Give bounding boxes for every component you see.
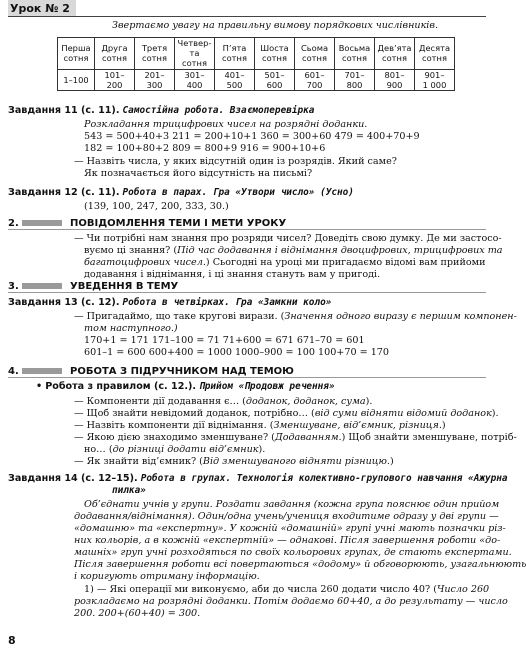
section-number: 3. [8,281,19,292]
rule-line: — Назвіть компоненти дії віднімання. (Зменшуване, від’ємник, різниця.) [74,420,446,431]
task-title-cont: пилка» [112,485,146,496]
task-13 [8,297,331,308]
equation-line: 182 = 100+80+2 809 = 800+9 916 = 900+10+6 [84,143,326,154]
equation-line: 601–1 = 600 600+400 = 1000 1000–900 = 100 100+70 = 170 [84,347,390,358]
rule-line: — Як знайти від’ємник? (Від зменшуваного відняти різницю.) [74,456,394,467]
instruction-line: Об’єднати учнів у групи. Роздати завдання (кожна група пояснює один прийом [84,499,500,510]
task-label: Завдання 13 (с. 12). [8,297,120,308]
section-number: 2. [8,218,19,229]
body-line: багатоцифрових чисел.) Сьогодні на уроці ми пригадаємо відомі вам прийоми [84,257,486,268]
table-header-row [58,38,455,70]
section-divider [8,292,486,293]
table-cell: 701–800 [335,69,375,90]
task-label: Завдання 11 (с. 11). [8,105,120,116]
rule-bullet [36,381,335,392]
question-line: 200. 200+(60+40) = 300. [74,608,201,619]
rule-line: но… (до різниці додати від’ємник). [84,444,266,455]
task-title: Робота в четвірках. Гра «Замкни коло» [122,297,332,308]
instruction-line: додавання/віднімання). Один/одна учень/учениця входитиме одразу у дві групи — [74,511,499,522]
section-title: УВЕДЕННЯ В ТЕМУ [70,281,179,292]
task-title: Самостійна робота. Взаємоперевірка [122,105,315,116]
table-cell: 101–200 [95,69,135,90]
instruction-line: Після завершення роботи всі повертаються «додому» й обговорюють, узагальнюють [74,559,526,570]
table-cell: 901– 1 000 [415,69,455,90]
table-header-cell: Друга сотня [95,38,135,70]
table-cell: 201–300 [135,69,175,90]
table-header-cell: Десята сотня [415,38,455,70]
body-line: — Чи потрібні нам знання про розряди чисел? Доведіть свою думку. Де ми застосо- [74,233,502,244]
table-cell: 401–500 [215,69,255,90]
rule-line: — Щоб знайти невідомий доданок, потрібно… (від суми відняти відомий доданок). [74,408,499,419]
bullet-icon: • [36,381,43,392]
section-marker [22,368,62,374]
task-subtitle: Розкладання трицифрових чисел на розрядні доданки. [84,119,368,130]
notice-text: Звертаємо увагу на правильну вимову порядкових числівників. [112,20,438,31]
number-list: (139, 100, 247, 200, 333, 30.) [84,201,229,212]
bullet-label: Робота з правилом (с. 12.). [45,381,197,392]
table-cell: 601–700 [295,69,335,90]
rule-line: — Якою дією знаходимо зменшуване? (Додаванням.) Щоб знайти зменшуване, потріб- [74,432,517,443]
question-text: Як позначається його відсутність на письмі? [84,168,313,179]
lesson-title: Урок № 2 [8,0,76,16]
section-divider [8,377,486,378]
section-marker [22,283,62,289]
body-line: вуємо ці знання? (Під час додавання і віднімання двоцифрових, трицифрових та [84,245,503,256]
body-line: — Пригадаймо, що таке кругові вирази. (Значення одного виразу є першим компонен- [74,311,517,322]
section-marker [22,220,62,226]
table-row [58,69,455,90]
instruction-line: них кольорів, а в кожній «експертній» — однакові. Після завершення роботи «до- [74,535,501,546]
question-line: 1) — Які операції ми виконуємо, аби до числа 260 додати число 40? (Число 260 [84,584,490,595]
task-title: Робота в групах. Технологія колективно-групового навчання «Ажурна [140,473,508,484]
section-number: 4. [8,366,19,377]
table-cell: 301–400 [175,69,215,90]
page-header [8,0,486,17]
rule-line: — Компоненти дії додавання є… (доданок, доданок, сума). [74,396,373,407]
table-header-cell: Дев’ята сотня [375,38,415,70]
body-line: том наступного.) [84,323,178,334]
instruction-line: «домашню» та «експертну». У кожній «домашній» групі учні мають позначки різ- [74,523,506,534]
question-line: розкладаємо на розрядні доданки. Потім додаємо 60+40, а до результату — число [74,596,508,607]
question-text: — Назвіть числа, у яких відсутній один із розрядів. Який саме? [74,156,397,167]
body-line: додавання і віднімання, і ці знання стануть вам у пригоді. [84,269,381,280]
table-cell: 501–600 [255,69,295,90]
equation-line: 170+1 = 171 171–100 = 71 71+600 = 671 671–70 = 601 [84,335,365,346]
task-11 [8,105,314,116]
table-header-cell: Восьма сотня [335,38,375,70]
instruction-line: машніх» груп учні розходяться по своїх кольорових групах, де стають експертами. [74,547,512,558]
table-header-cell: Четвер- та сотня [175,38,215,70]
table-cell: 801–900 [375,69,415,90]
table-header-cell: П’ята сотня [215,38,255,70]
task-12 [8,187,354,198]
task-title: Робота в парах. Гра «Утвори число» (Усно) [122,187,354,198]
hundreds-table [57,37,455,91]
table-header-cell: Перша сотня [58,38,95,70]
section-title: ПОВІДОМЛЕННЯ ТЕМИ І МЕТИ УРОКУ [70,218,287,229]
task-label: Завдання 14 (с. 12–15). [8,473,138,484]
section-title: РОБОТА З ПІДРУЧНИКОМ НАД ТЕМОЮ [70,366,294,377]
table-cell: 1–100 [58,69,95,90]
page-number: 8 [8,634,16,647]
table-header-cell: Сьома сотня [295,38,335,70]
bullet-title: Прийом «Продовж речення» [199,381,335,392]
table-header-cell: Третя сотня [135,38,175,70]
instruction-line: і коригують отриману інформацію. [74,571,260,582]
section-divider [8,229,486,230]
task-14 [8,473,508,484]
equation-line: 543 = 500+40+3 211 = 200+10+1 360 = 300+60 479 = 400+70+9 [84,131,420,142]
task-label: Завдання 12 (с. 11). [8,187,120,198]
table-header-cell: Шоста сотня [255,38,295,70]
